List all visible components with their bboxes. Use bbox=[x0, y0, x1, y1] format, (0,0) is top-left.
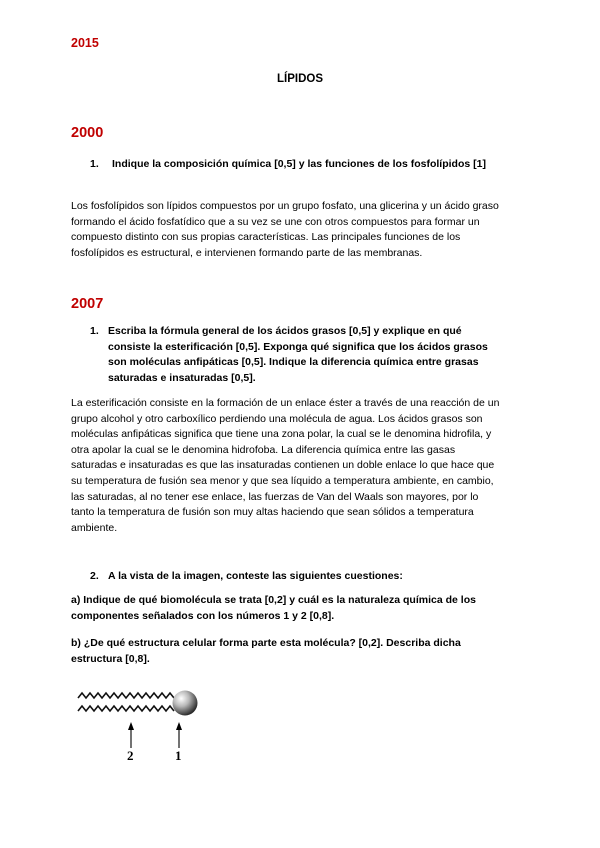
answer-line: grupo alcohol y otro carboxílico perdiendo una molécula de agua. Los ácidos grasos son bbox=[71, 412, 483, 425]
question-number: 1. bbox=[90, 158, 99, 170]
answer-line: las saturadas, al no tener ese enlace, las fuerzas de Van del Waals son mayores, por lo bbox=[71, 490, 479, 503]
question-line: consiste la esterificación [0,5]. Exponga qué significa que los ácidos grasos bbox=[108, 340, 488, 353]
question-number: 2. bbox=[90, 570, 99, 582]
subquestion-b bbox=[71, 636, 531, 667]
label-2: 2 bbox=[127, 748, 134, 763]
label-1: 1 bbox=[175, 748, 182, 763]
polar-head bbox=[173, 691, 198, 716]
section-year-2007: 2007 bbox=[71, 296, 104, 312]
question-number: 1. bbox=[90, 325, 99, 337]
answer-line: otra apolar la cual se le denomina hidrofoba. La diferencia química entre las gasas bbox=[71, 443, 456, 456]
subquestion-line: componentes señalados con los números 1 y 2 [0,8]. bbox=[71, 609, 335, 622]
answer-line: fosfolípidos es estructural, e intervienen formando parte de las membranas. bbox=[71, 246, 423, 259]
answer-2007 bbox=[71, 396, 531, 536]
question-text: Indique la composición química [0,5] y las funciones de los fosfolípidos [1] bbox=[112, 158, 486, 170]
fatty-acid-tail-lower bbox=[78, 706, 174, 711]
phospholipid-figure bbox=[70, 680, 210, 765]
answer-line: tanto la temperatura de fusión son muy altas haciendo que sean sólidos a temperatura bbox=[71, 506, 474, 519]
subquestion-a bbox=[71, 593, 531, 624]
answer-line: Los fosfolípidos son lípidos compuestos por un grupo fosfato, una glicerina y un ácido graso bbox=[71, 200, 499, 212]
answer-line: su temperatura de fusión sea menor y que sea líquido a temperatura ambiente, en cambio, bbox=[71, 474, 494, 487]
answer-line: moléculas anfipáticas significa que tiene una zona polar, la cual se le denomina hidrofila, y bbox=[71, 428, 492, 441]
arrow-1-head bbox=[176, 722, 182, 730]
subquestion-line: estructura [0,8]. bbox=[71, 652, 150, 665]
question-line: Escriba la fórmula general de los ácidos grasos [0,5] y explique en qué bbox=[108, 325, 462, 337]
question-line: son moléculas anfipáticas [0,5]. Indique la diferencia química entre grasas bbox=[108, 356, 479, 368]
answer-2000 bbox=[71, 199, 531, 261]
header-year: 2015 bbox=[71, 36, 99, 50]
page-title: LÍPIDOS bbox=[276, 73, 323, 85]
subquestion-line: b) ¿De qué estructura celular forma parte esta molécula? [0,2]. Describa dicha bbox=[71, 637, 461, 649]
question-line: saturadas e insaturadas [0,5]. bbox=[108, 371, 256, 384]
fatty-acid-tail-upper bbox=[78, 693, 174, 698]
question-text: A la vista de la imagen, conteste las siguientes cuestiones: bbox=[108, 570, 403, 582]
subquestion-line: a) Indique de qué biomolécula se trata [0,2] y cuál es la naturaleza química de los bbox=[71, 594, 476, 606]
answer-line: formando el ácido fosfatídico que a su vez se une con otros compuestos para formar un bbox=[71, 215, 480, 228]
arrow-2-head bbox=[128, 722, 134, 730]
section-year-2000: 2000 bbox=[71, 125, 104, 141]
question-text bbox=[108, 324, 538, 386]
answer-line: La esterificación consiste en la formación de un enlace éster a través de una reacción de un bbox=[71, 397, 500, 409]
answer-line: saturadas e insaturadas es que las insaturadas contienen un doble enlace lo que hace que bbox=[71, 459, 495, 472]
answer-line: compuesto distinto con sus propias características. Las principales funciones de los bbox=[71, 231, 461, 244]
answer-line: ambiente. bbox=[71, 521, 118, 534]
